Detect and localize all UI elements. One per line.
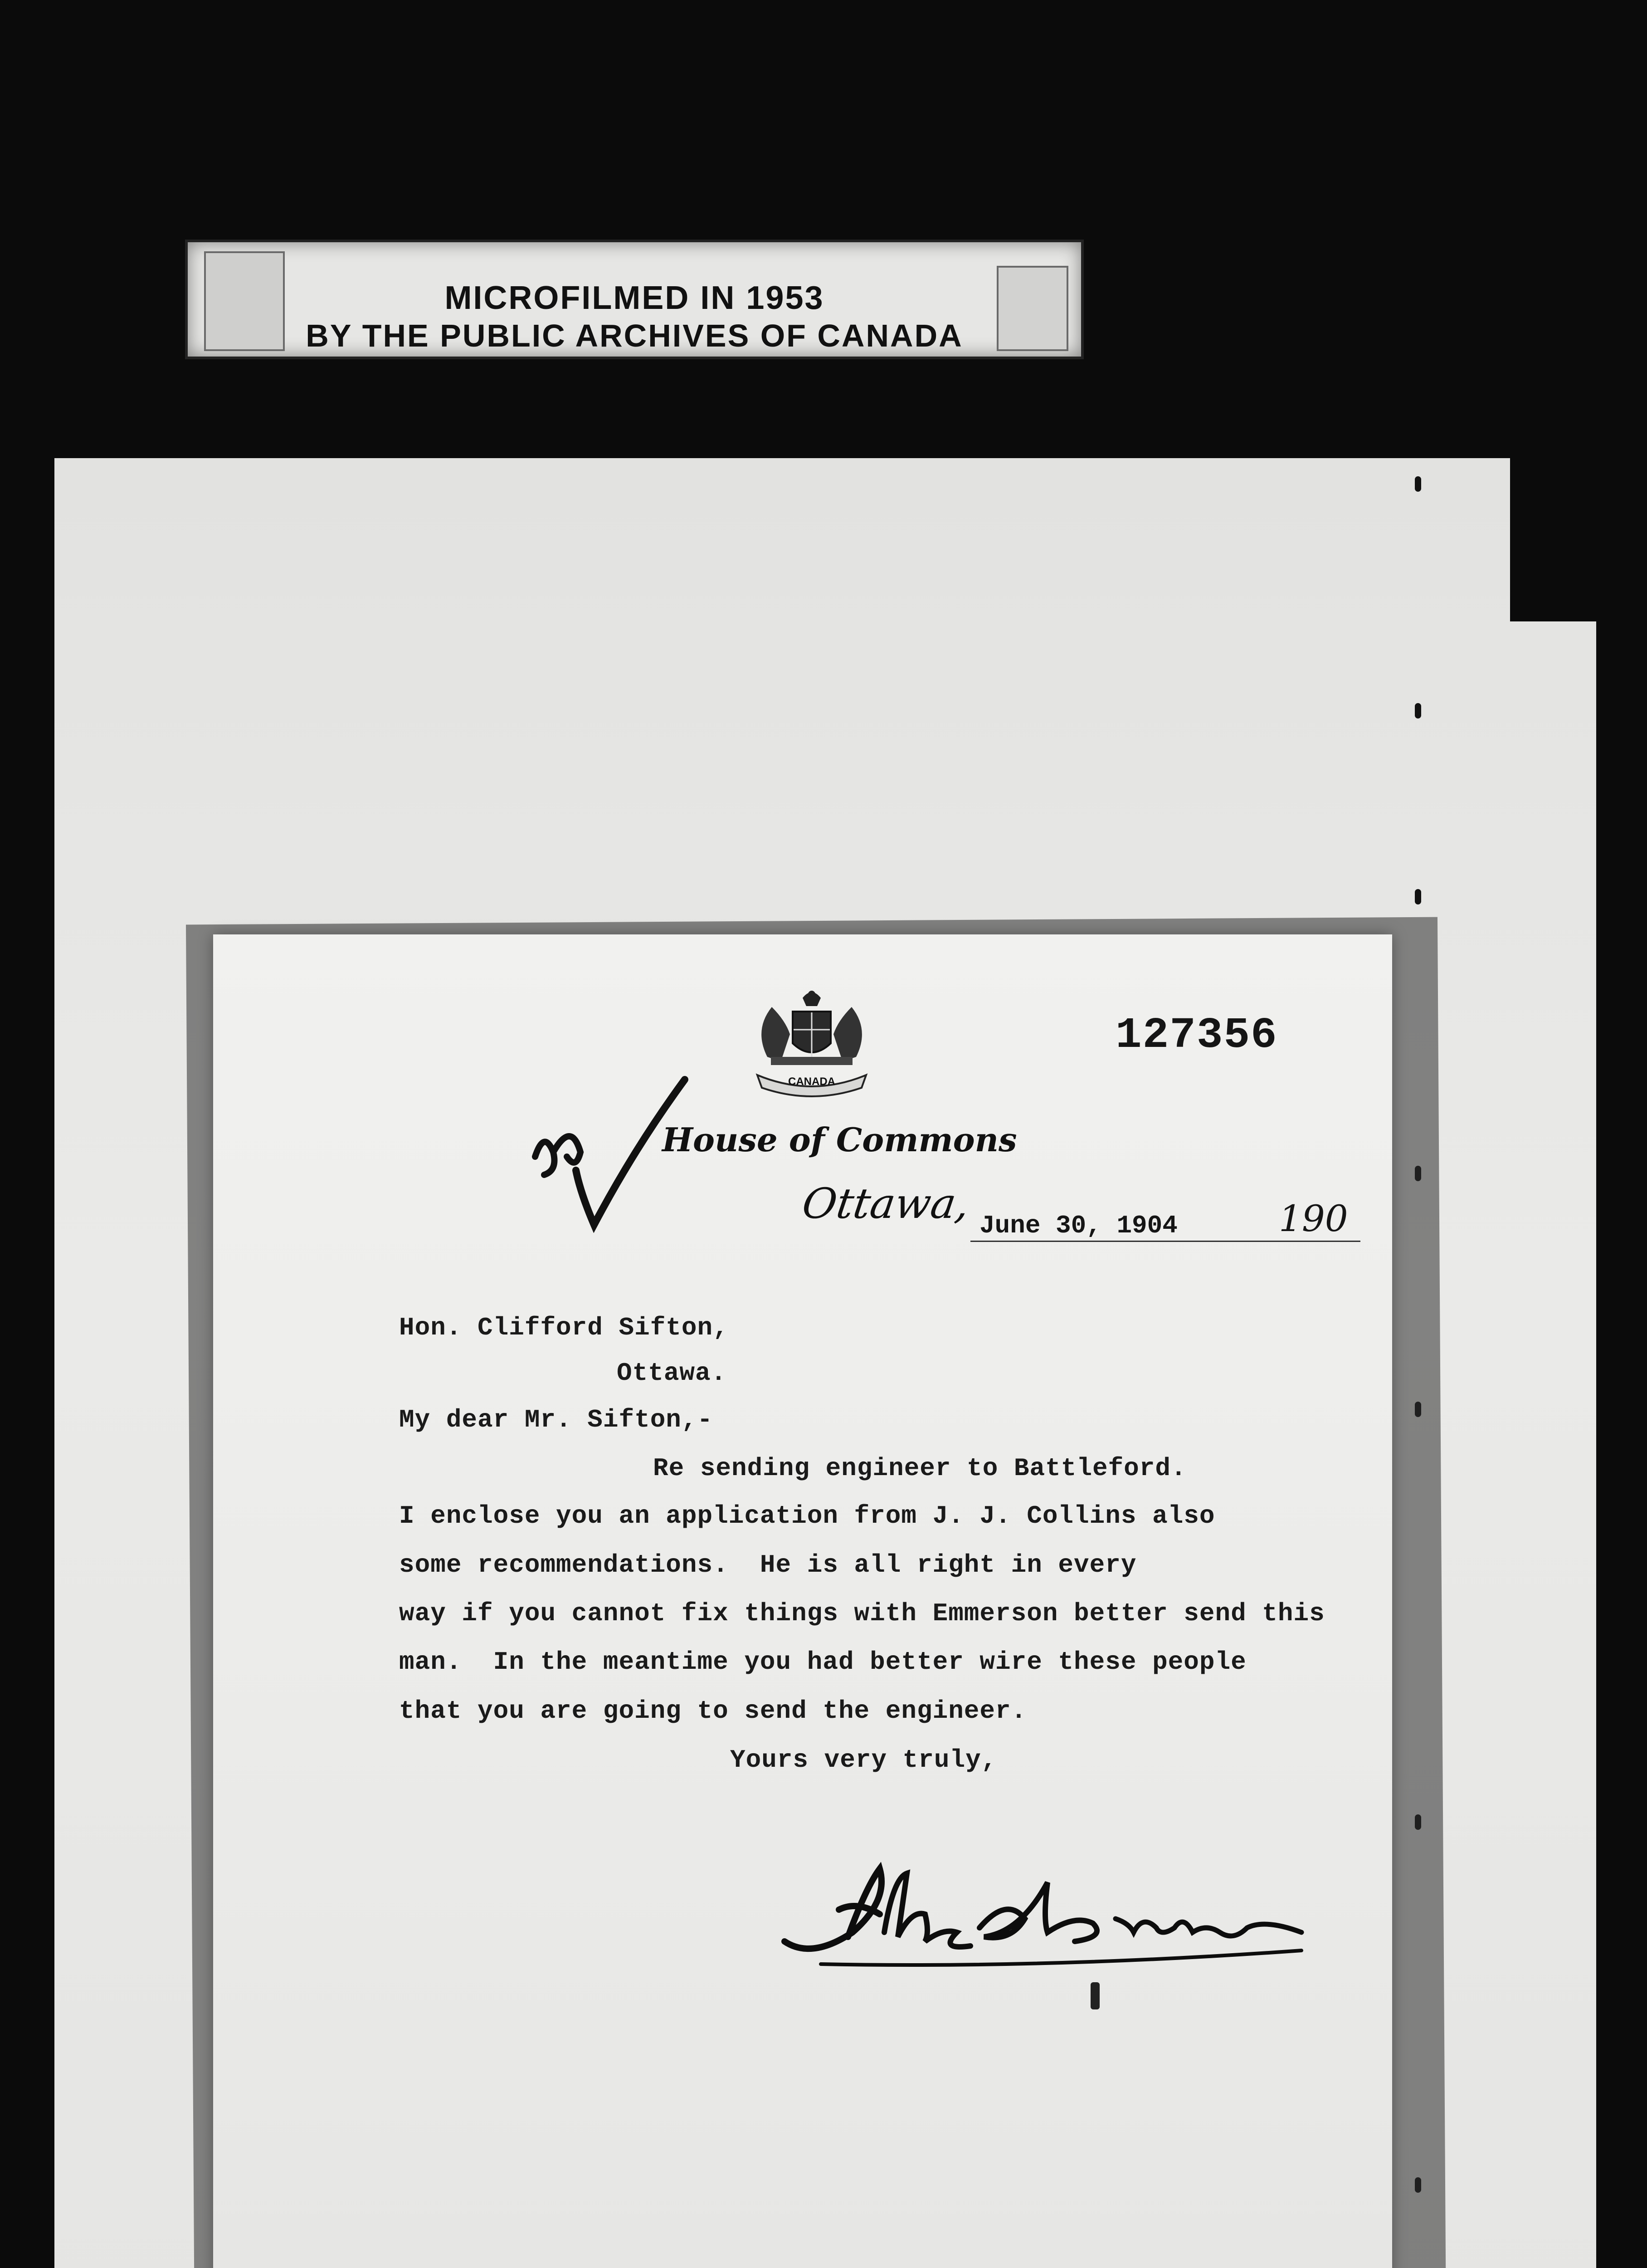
binding-hole [1415,476,1421,492]
body-line: man. In the meantime you had better wire these people [399,1647,1247,1677]
binding-hole [1415,703,1421,719]
handwritten-signature [766,1842,1365,1978]
body-line: way if you cannot fix things with Emmerson better send this [399,1599,1325,1628]
subject-line: Re sending engineer to Battleford. [653,1454,1187,1483]
crest-text: CANADA [788,1075,835,1088]
microfilm-label-line1: MICROFILMED IN 1953 [444,280,824,316]
printed-year-prefix: 190 [1279,1198,1348,1240]
salutation: My dear Mr. Sifton,- [399,1405,713,1434]
ledger-number: 127356 [1116,1011,1278,1060]
body-line: that you are going to send the engineer. [399,1696,1027,1725]
microfilm-label [185,240,1084,359]
recipient-city: Ottawa. [617,1359,727,1388]
microfilm-label-line2: BY THE PUBLIC ARCHIVES OF CANADA [306,318,963,353]
recipient-name: Hon. Clifford Sifton, [399,1313,729,1342]
letter-date: June 30, 1904 [979,1211,1178,1240]
letterhead-title: House of Commons [662,1120,1017,1159]
binding-hole [1415,889,1421,904]
place-line: Ottawa, [799,1179,973,1228]
ink-mark [1091,1982,1100,2009]
date-rule [970,1241,1360,1242]
closing: Yours very truly, [730,1745,997,1774]
backing-notch [1510,458,1605,621]
body-line: I enclose you an application from J. J. Collins also [399,1501,1215,1530]
royal-crest-icon [739,984,884,1107]
body-line: some recommendations. He is all right in every [399,1550,1137,1579]
